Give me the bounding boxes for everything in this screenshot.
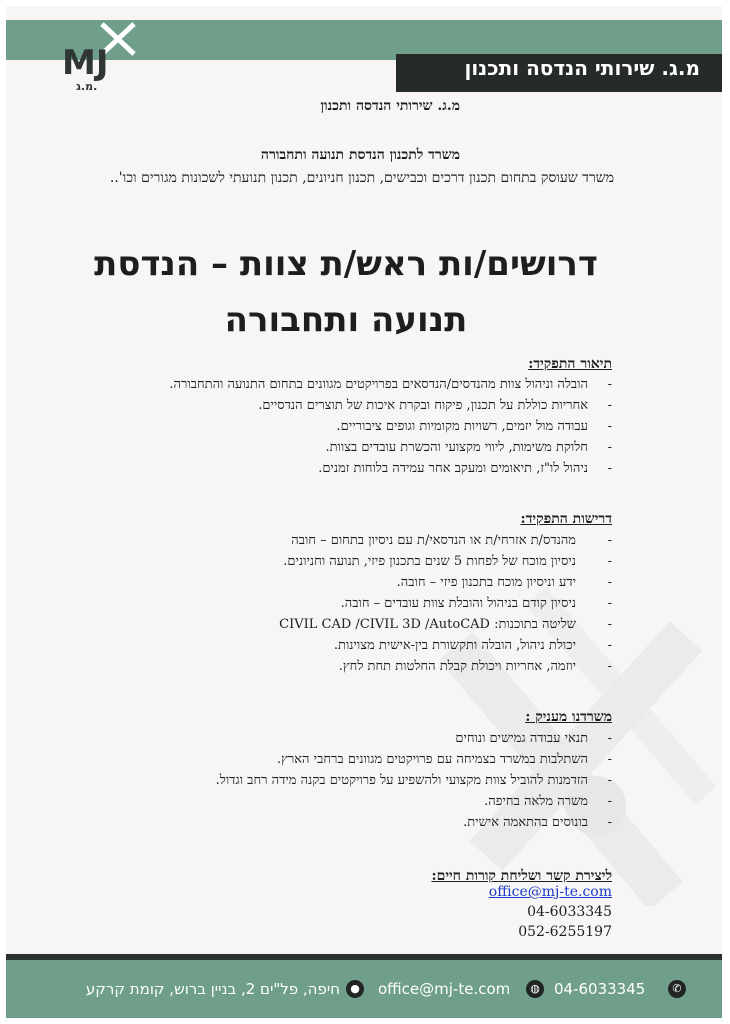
logo-letters: MJ bbox=[62, 43, 109, 83]
company-logo bbox=[60, 14, 150, 94]
role-section-title: תיאור התפקיד: bbox=[528, 356, 612, 372]
list-item: - ניסיון מוכח של לפחות 5 שנים בתכנון פיזי, תנועה וחניונים. bbox=[279, 551, 612, 572]
contact-section-title: ליצירת קשר ושליחת קורות חיים: bbox=[431, 868, 612, 884]
office-description: משרד שעוסק בתחום תכנון דרכים וכבישים, תכנון חניונים, תכנון תנועתי לשכונות מגורים וכו'.. bbox=[109, 170, 614, 186]
role-list bbox=[169, 374, 612, 479]
list-item: - חלוקת משימות, ליווי מקצועי והכשרת עובדים בצוות. bbox=[169, 437, 612, 458]
job-posting-page bbox=[6, 6, 722, 1018]
list-item: - הזדמנות להוביל צוות מקצועי ולהשפיע על פרויקטים בקנה מידה רחב וגדול. bbox=[216, 770, 612, 791]
header-brand-title: מ.ג. שירותי הנדסה ותכנון bbox=[464, 56, 700, 80]
contact-phone-primary: 04-6033345 bbox=[527, 904, 612, 920]
location-pin-icon: ● bbox=[346, 980, 364, 998]
list-item: - הובלה וניהול צוות מהנדסים/הנדסאים בפרויקטים מגוונים בתחום התנועה והתחבורה. bbox=[169, 374, 612, 395]
contact-phone-mobile: 052-6255197 bbox=[518, 924, 612, 940]
contact-email-link[interactable]: office@mj-te.com bbox=[488, 884, 612, 900]
requirements-list bbox=[279, 530, 612, 677]
company-name: מ.ג. שירותי הנדסה ותכנון bbox=[320, 98, 460, 114]
office-title: משרד לתכנון הנדסת תנועה ותחבורה bbox=[260, 147, 460, 163]
phone-icon: ✆ bbox=[668, 980, 686, 998]
list-item: - משרה מלאה בחיפה. bbox=[216, 791, 612, 812]
list-item: - עבודה מול יזמים, רשויות מקומיות וגופים ציבוריים. bbox=[169, 416, 612, 437]
globe-icon: ◍ bbox=[526, 980, 544, 998]
list-item: - אחריות כוללת על תכנון, פיקוח ובקרת איכות של תוצרים הנדסיים. bbox=[169, 395, 612, 416]
list-item: - שליטה בתוכנות: CIVIL CAD /CIVIL 3D /AutoCAD bbox=[279, 614, 612, 635]
footer-phone[interactable]: 04-6033345 bbox=[554, 980, 646, 998]
list-item: - יוזמה, אחריות ויכולת קבלת החלטות תחת לחץ. bbox=[279, 656, 612, 677]
list-item: - בונוסים בהתאמה אישית. bbox=[216, 812, 612, 833]
footer-email[interactable]: office@mj-te.com bbox=[378, 980, 511, 998]
list-item: - ידע וניסיון מוכח בתכנון פיזי – חובה. bbox=[279, 572, 612, 593]
list-item: - השתלבות במשרד בצמיחה עם פרויקטים מגוונים ברחבי הארץ. bbox=[216, 749, 612, 770]
list-item: - ניסיון קודם בניהול והובלת צוות עובדים – חובה. bbox=[279, 593, 612, 614]
list-item: - תנאי עבודה גמישים ונוחים bbox=[216, 728, 612, 749]
footer-bar bbox=[6, 960, 722, 1018]
benefits-section-title: משרדנו מעניק : bbox=[525, 709, 612, 725]
requirements-section-title: דרישות התפקיד: bbox=[520, 511, 612, 527]
logo-subtitle: מ.ג. bbox=[76, 80, 98, 93]
benefits-list bbox=[216, 728, 612, 833]
list-item: - ניהול לו"ז, תיאומים ומעקב אחר עמידה בלוחות זמנים. bbox=[169, 458, 612, 479]
job-headline: דרושים/ות ראש/ת צוות – הנדסת תנועה ותחבורה bbox=[94, 244, 598, 340]
list-item: - יכולת ניהול, הובלה ותקשורת בין-אישית מצוינות. bbox=[279, 635, 612, 656]
list-item: - מהנדס/ת אזרחי/ת או הנדסאי/ת עם ניסיון בתחום – חובה bbox=[279, 530, 612, 551]
footer-address: חיפה, פל"ים 2, בניין ברוש, קומת קרקע bbox=[85, 980, 340, 998]
